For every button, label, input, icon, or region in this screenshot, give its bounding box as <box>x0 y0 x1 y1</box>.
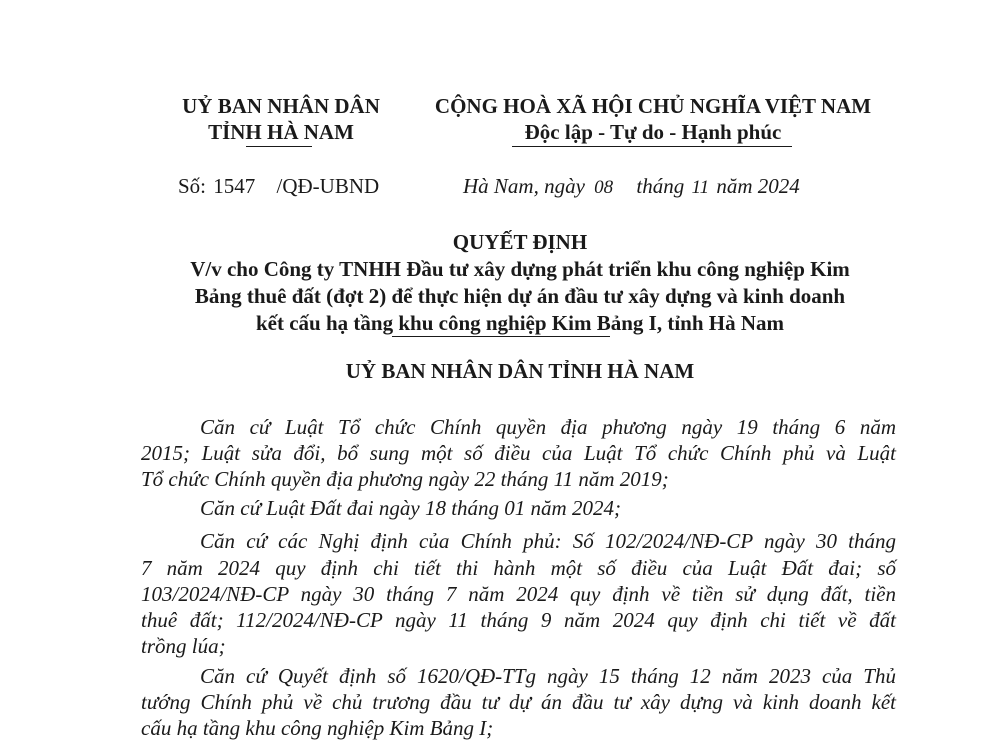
ground-3-line-1: Căn cứ các Nghị định của Chính phủ: Số 102/2024/NĐ-CP ngày 30 tháng <box>200 529 896 553</box>
ground-3-line-5: trồng lúa; <box>141 634 226 658</box>
ground-2-line-1: Căn cứ Luật Đất đai ngày 18 tháng 01 năm 2024; <box>200 496 621 520</box>
agency-underline <box>246 146 312 147</box>
subject-underline <box>392 336 610 337</box>
ground-1-line-1: Căn cứ Luật Tổ chức Chính quyền địa phương ngày 19 tháng 6 năm <box>200 415 896 439</box>
ground-4-line-3: cấu hạ tầng khu công nghiệp Kim Bảng I; <box>141 716 494 740</box>
issuing-agency-line2: TỈNH HÀ NAM <box>208 120 354 144</box>
ref-suffix: /QĐ-UBND <box>276 174 380 198</box>
date-year-label: năm 2024 <box>716 174 800 198</box>
date-month: 11 <box>691 177 710 198</box>
date-place: Hà Nam, ngày <box>463 174 585 198</box>
ref-prefix: Số: <box>178 174 207 198</box>
ground-4-line-1: Căn cứ Quyết định số 1620/QĐ-TTg ngày 15 tháng 12 năm 2023 của Thủ <box>200 664 896 688</box>
date-line <box>463 176 800 197</box>
decision-subject-line1: V/v cho Công ty TNHH Đầu tư xây dựng phát triển khu công nghiệp Kim <box>190 257 850 281</box>
motto-underline <box>512 146 792 147</box>
national-title: CỘNG HOÀ XÃ HỘI CHỦ NGHĨA VIỆT NAM <box>434 94 872 118</box>
ground-3-line-4: thuê đất; 112/2024/NĐ-CP ngày 11 tháng 9 năm 2024 quy định chi tiết về đất <box>141 608 896 632</box>
decision-subject-line3: kết cấu hạ tầng khu công nghiệp Kim Bảng I, tỉnh Hà Nam <box>255 311 785 335</box>
authority-heading: UỶ BAN NHÂN DÂN TỈNH HÀ NAM <box>345 359 695 383</box>
ground-1-line-2: 2015; Luật sửa đổi, bổ sung một số điều của Luật Tổ chức Chính phủ và Luật <box>141 441 896 465</box>
issuing-agency-line1: UỶ BAN NHÂN DÂN <box>182 94 380 118</box>
ground-3-line-2: 7 năm 2024 quy định chi tiết thi hành một số điều của Luật Đất đai; số <box>141 556 896 580</box>
date-day: 08 <box>594 177 614 198</box>
reference-number <box>178 176 379 197</box>
national-motto: Độc lập - Tự do - Hạnh phúc <box>524 120 782 144</box>
ground-3-line-3: 103/2024/NĐ-CP ngày 30 tháng 7 năm 2024 quy định về tiền sử dụng đất, tiền <box>141 582 896 606</box>
ground-1-line-3: Tổ chức Chính quyền địa phương ngày 22 tháng 11 năm 2019; <box>141 467 669 491</box>
ground-4-line-2: tướng Chính phủ về chủ trương đầu tư dự án đầu tư xây dựng và kinh doanh kết <box>141 690 896 714</box>
date-month-label: tháng <box>636 174 685 198</box>
decision-subject-line2: Bảng thuê đất (đợt 2) để thực hiện dự án đầu tư xây dựng và kinh doanh <box>194 284 846 308</box>
decision-title: QUYẾT ĐỊNH <box>452 230 588 254</box>
ref-number: 1547 <box>213 174 256 198</box>
